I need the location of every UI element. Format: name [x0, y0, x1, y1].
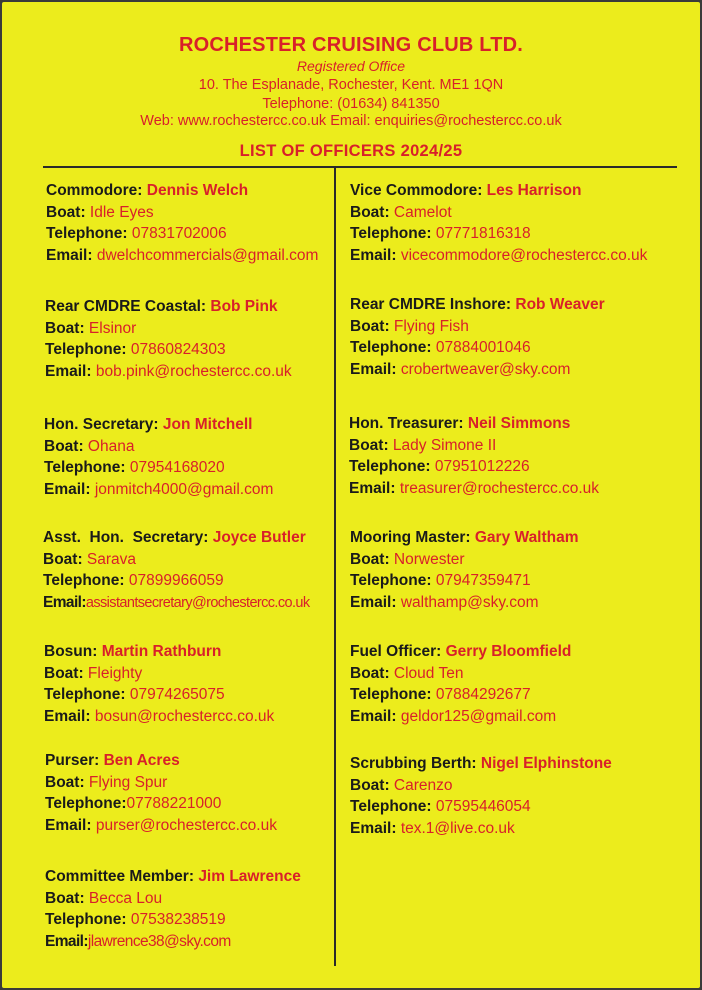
officer-scrubbing-berth: [350, 753, 612, 839]
officer-fuel-officer: [350, 641, 571, 727]
registered-office-label: Registered Office: [296, 58, 406, 74]
telephone-number: 07899966059: [128, 572, 224, 589]
officer-name: Gary Waltham: [474, 529, 579, 546]
boat-label: Boat:: [45, 889, 85, 907]
telephone-number: 07884292677: [435, 686, 531, 703]
officer-name: Bob Pink: [210, 298, 278, 315]
email-address[interactable]: jonmitch4000@gmail.com: [94, 480, 274, 498]
boat-name: Becca Lou: [88, 889, 163, 907]
telephone-label: Telephone:: [350, 572, 432, 589]
boat-name: Idle Eyes: [89, 203, 154, 221]
club-address: 10. The Esplanade, Rochester, Kent. ME1 1QN: [198, 77, 504, 93]
telephone-number: 07595446054: [435, 798, 531, 815]
email-label: Email:: [350, 360, 397, 378]
telephone-label: Telephone:: [350, 686, 432, 703]
boat-label: Boat:: [43, 550, 83, 568]
officer-role: Bosun:: [44, 643, 98, 660]
officer-name: Gerry Bloomfield: [445, 643, 572, 660]
boat-label: Boat:: [45, 773, 85, 791]
telephone-number: 07860824303: [130, 341, 226, 358]
club-telephone: Telephone: (01634) 841350: [262, 96, 440, 112]
officer-mooring-master: [350, 527, 579, 613]
boat-name: Flying Fish: [393, 317, 469, 335]
boat-name: Cloud Ten: [393, 664, 464, 682]
officer-name: Nigel Elphinstone: [480, 755, 612, 772]
boat-name: Fleighty: [87, 664, 143, 682]
telephone-number: 07974265075: [129, 686, 225, 703]
officer-hon-secretary: [44, 414, 273, 500]
boat-label: Boat:: [46, 203, 86, 221]
telephone-number: 07884001046: [435, 339, 531, 356]
telephone-number: 07831702006: [131, 225, 227, 242]
boat-label: Boat:: [350, 317, 390, 335]
telephone-label: Telephone:: [350, 798, 432, 815]
boat-label: Boat:: [45, 319, 85, 337]
officer-name: Martin Rathburn: [101, 643, 222, 660]
officer-name: Rob Weaver: [515, 296, 605, 313]
officer-name: Jim Lawrence: [198, 868, 301, 885]
email-address[interactable]: treasurer@rochestercc.co.uk: [399, 479, 600, 497]
boat-label: Boat:: [350, 664, 390, 682]
telephone-number: 07788221000: [126, 795, 222, 812]
email-label: Email:: [45, 362, 92, 380]
email-address[interactable]: assistantsecretary@rochestercc.co.uk: [85, 594, 310, 611]
email-label: Email:: [350, 707, 397, 725]
email-address[interactable]: bob.pink@rochestercc.co.uk: [95, 362, 292, 380]
email-address[interactable]: bosun@rochestercc.co.uk: [94, 707, 275, 725]
telephone-number: 07954168020: [129, 459, 225, 476]
boat-name: Carenzo: [393, 776, 453, 794]
telephone-label: Telephone:: [44, 686, 126, 703]
telephone-label: Telephone:: [45, 795, 127, 812]
officer-role: Committee Member:: [45, 868, 194, 885]
boat-name: Flying Spur: [88, 773, 168, 791]
email-label: Email:: [350, 593, 397, 611]
officer-rear-cmdre-inshore: [350, 294, 605, 380]
officer-role: Hon. Secretary:: [44, 416, 159, 433]
telephone-label: Telephone:: [350, 339, 432, 356]
telephone-label: Telephone:: [44, 459, 126, 476]
email-label: Email:: [350, 246, 397, 264]
email-address[interactable]: geldor125@gmail.com: [400, 707, 557, 725]
officer-bosun: [44, 641, 274, 727]
officer-role: Hon. Treasurer:: [349, 415, 464, 432]
boat-name: Elsinor: [88, 319, 137, 337]
club-name: ROCHESTER CRUISING CLUB LTD.: [178, 34, 524, 56]
vertical-divider: [334, 168, 336, 966]
boat-label: Boat:: [350, 203, 390, 221]
officer-role: Asst. Hon. Secretary:: [43, 529, 209, 546]
telephone-label: Telephone:: [350, 225, 432, 242]
email-address[interactable]: walthamp@sky.com: [400, 593, 539, 611]
email-label: Email:: [45, 816, 92, 834]
boat-label: Boat:: [350, 550, 390, 568]
email-address[interactable]: purser@rochestercc.co.uk: [95, 816, 277, 834]
telephone-label: Telephone:: [45, 341, 127, 358]
telephone-number: 07947359471: [435, 572, 531, 589]
officer-committee-member: [45, 866, 301, 952]
boat-label: Boat:: [350, 776, 390, 794]
boat-name: Lady Simone II: [392, 436, 497, 454]
officer-role: Fuel Officer:: [350, 643, 442, 660]
email-address[interactable]: jlawrence38@sky.com: [87, 932, 231, 950]
telephone-label: Telephone:: [45, 911, 127, 928]
telephone-number: 07771816318: [435, 225, 531, 242]
officer-purser: [45, 750, 277, 836]
officer-name: Jon Mitchell: [162, 416, 253, 433]
boat-label: Boat:: [44, 437, 84, 455]
email-label: Email:: [44, 707, 91, 725]
email-address[interactable]: dwelchcommercials@gmail.com: [96, 246, 319, 264]
telephone-label: Telephone:: [46, 225, 128, 242]
officer-name: Dennis Welch: [146, 182, 249, 199]
email-label: Email:: [349, 479, 396, 497]
officer-name: Neil Simmons: [467, 415, 571, 432]
officer-role: Commodore:: [46, 182, 143, 199]
email-label: Email:: [43, 593, 86, 611]
boat-name: Ohana: [87, 437, 135, 455]
boat-label: Boat:: [349, 436, 389, 454]
officer-role: Rear CMDRE Coastal:: [45, 298, 207, 315]
officer-role: Purser:: [45, 752, 100, 769]
telephone-number: 07951012226: [434, 458, 530, 475]
officer-role: Rear CMDRE Inshore:: [350, 296, 512, 313]
email-address[interactable]: crobertweaver@sky.com: [400, 360, 571, 378]
officer-hon-treasurer: [349, 413, 599, 499]
officer-role: Vice Commodore:: [350, 182, 483, 199]
officer-rear-cmdre-coastal: [45, 296, 292, 382]
email-label: Email:: [46, 246, 93, 264]
list-title: LIST OF OFFICERS 2024/25: [239, 142, 463, 160]
telephone-label: Telephone:: [349, 458, 431, 475]
officer-vice-commodore: [350, 180, 647, 266]
boat-name: Sarava: [86, 550, 137, 568]
officer-asst-hon-secretary: [43, 527, 310, 614]
email-label: Email:: [45, 932, 88, 950]
officer-name: Joyce Butler: [212, 529, 306, 546]
boat-name: Camelot: [393, 203, 452, 221]
email-label: Email:: [350, 819, 397, 837]
email-address[interactable]: vicecommodore@rochestercc.co.uk: [400, 246, 648, 264]
officer-name: Les Harrison: [486, 182, 582, 199]
horizontal-divider: [43, 166, 677, 168]
officer-commodore: [46, 180, 318, 266]
officers-list-page: [2, 2, 700, 988]
officer-role: Scrubbing Berth:: [350, 755, 477, 772]
telephone-number: 07538238519: [130, 911, 226, 928]
boat-name: Norwester: [393, 550, 465, 568]
club-web-email[interactable]: Web: www.rochestercc.co.uk Email: enquiries@rochestercc.co.uk: [140, 113, 562, 129]
email-label: Email:: [44, 480, 91, 498]
boat-label: Boat:: [44, 664, 84, 682]
email-address[interactable]: tex.1@live.co.uk: [400, 819, 515, 837]
officer-role: Mooring Master:: [350, 529, 471, 546]
officer-name: Ben Acres: [103, 752, 180, 769]
telephone-label: Telephone:: [43, 572, 125, 589]
